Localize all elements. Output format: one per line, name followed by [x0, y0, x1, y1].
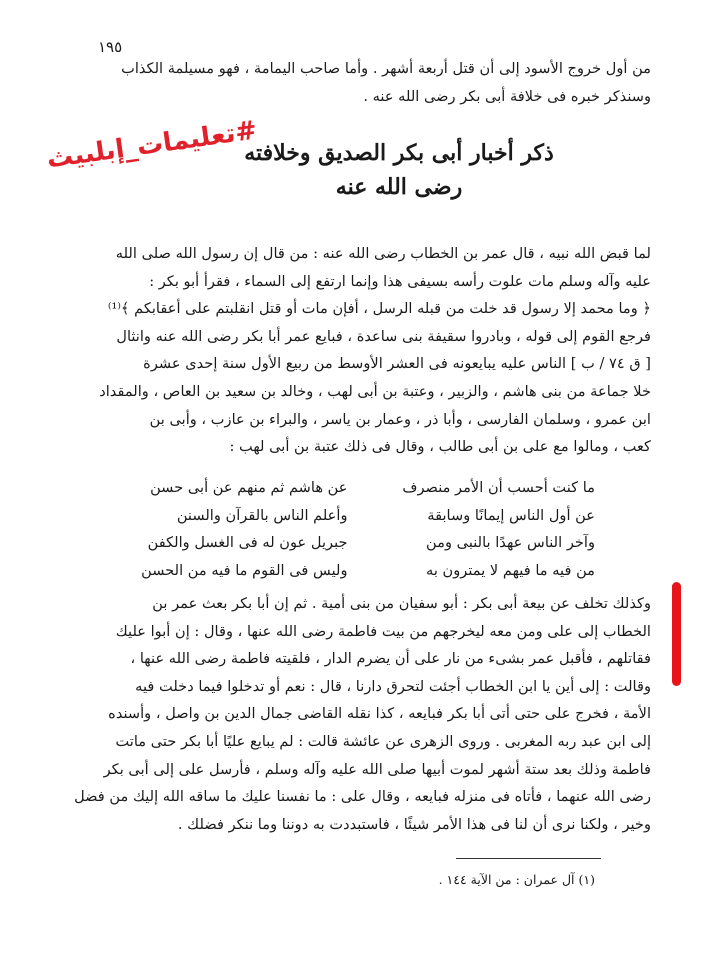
text-line: ﴿ وما محمد إلا رسول قد خلت من قبله الرسل ، أفإن مات أو قتل انقلبتم على أعقابكم ﴾⁽¹⁾	[107, 300, 651, 318]
text-line: فرجع القوم إلى قوله ، وبادروا سقيفة بنى ساعدة ، فبايع عمر أبا بكر رضى الله عنه وانثال	[116, 327, 651, 345]
watermark-hashtag: #تعليمات_إبلبيث	[44, 115, 259, 175]
poem-hemistich-first: ما كنت أحسب أن الأمر منصرف	[402, 479, 595, 496]
poem-hemistich-second: وليس فى القوم ما فيه من الحسن	[141, 561, 348, 579]
poem-verse	[100, 529, 595, 557]
text-line: من أول خروج الأسود إلى أن قتل أربعة أشهر . وأما صاحب اليمامة ، فهو مسيلمة الكذاب	[121, 60, 651, 77]
text-line: الأمة ، فخرج على حتى أتى أبا بكر فبايعه ، كذا نقله القاضى جمال الدين بن واصل ، وأسنده	[108, 705, 651, 723]
text-line: وسنذكر خبره فى خلافة أبى بكر رضى الله عنه .	[363, 87, 651, 105]
text-line: فاطمة وذلك بعد ستة أشهر لموت أبيها صلى الله عليه وآله وسلم ، فأرسل على إلى أبى بكر	[103, 760, 651, 778]
text-line: خلا جماعة من بنى هاشم ، والزبير ، وعتبة بن أبى لهب ، وخالد بن سعيد بن العاص ، والمقداد	[99, 382, 651, 400]
intro-paragraph	[59, 55, 651, 110]
body-paragraph-2	[59, 590, 651, 838]
poem-hemistich-first: من فيه ما فيهم لا يمترون به	[426, 561, 595, 579]
body-paragraph-1	[59, 240, 651, 461]
heading-line: ذكر أخبار أبى بكر الصديق وخلافته	[244, 140, 554, 166]
text-line: كعب ، ومالوا مع على بن أبى طالب ، وقال فى ذلك عتبة بن أبى لهب :	[229, 438, 651, 456]
red-margin-mark	[672, 582, 681, 686]
poem-hemistich-first: عن أول الناس إيمانًا وسابقة	[427, 506, 595, 524]
text-line: ابن عمرو ، وسلمان الفارسى ، وأبا ذر ، وعمار بن ياسر ، والبراء بن عازب ، وأبى بن	[149, 410, 651, 428]
text-line: وكذلك تخلف عن بيعة أبى بكر : أبو سفيان من بنى أمية . ثم إن أبا بكر بعث عمر بن	[152, 595, 651, 612]
footnote-divider	[456, 858, 601, 859]
poem-hemistich-second: جبريل عون له فى الغسل والكفن	[147, 534, 348, 552]
footnote: (١) آل عمران : من الآية ١٤٤ .	[438, 872, 595, 887]
poem-hemistich-second: وأعلم الناس بالقرآن والسنن	[176, 506, 348, 524]
text-line: لما قبض الله نبيه ، قال عمر بن الخطاب رضى الله عنه : من قال إن رسول الله صلى الله	[115, 245, 651, 262]
text-line: وخير ، ولكنا نرى أن لنا فى هذا الأمر شيئًا ، فاستبددت به دوننا وما ننكر فضلك .	[177, 815, 651, 833]
text-line: الخطاب إلى على ومن معه ليخرجهم من بيت فاطمة رضى الله عنها ، وقال : إن أبوا عليك	[115, 622, 651, 640]
poem-hemistich-first: وآخر الناس عهدًا بالنبى ومن	[426, 534, 595, 552]
text-line: عليه وآله وسلم مات علوت رأسه بسيفى هذا وإنما ارتفع إلى السماء ، فقرأ أبو بكر :	[149, 272, 651, 290]
poem-verses	[100, 474, 595, 584]
text-line: فقاتلهم ، فأقبل عمر بشىء من نار على أن يضرم الدار ، فلقيته فاطمة رضى الله عنها ،	[130, 650, 651, 668]
poem-verse	[100, 557, 595, 585]
poem-hemistich-second: عن هاشم ثم منهم عن أبى حسن	[150, 479, 348, 496]
heading-line: رضى الله عنه	[335, 174, 463, 200]
text-line: إلى ابن عبد ربه المغربى . وروى الزهرى عن عائشة قالت : لم يبايع عليًا أبا بكر حتى ماتت	[115, 732, 651, 750]
poem-verse	[100, 474, 595, 502]
page-number: ١٩٥	[98, 38, 123, 56]
text-line: [ ق ٧٤ / ب ] الناس عليه يبايعونه فى العشر الأوسط من ربيع الأول سنة إحدى عشرة	[143, 355, 651, 373]
poem-verse	[100, 502, 595, 530]
text-line: رضى الله عنهما ، فأتاه فى منزله فبايعه ، وقال على : ما نفسنا عليك ما ساقه الله إليك من فضل	[74, 788, 651, 806]
text-line: وقالت : إلى أين يا ابن الخطاب أجئت لتحرق دارنا ، قال : نعم أو تدخلوا فيما دخلت فيه	[135, 677, 651, 695]
